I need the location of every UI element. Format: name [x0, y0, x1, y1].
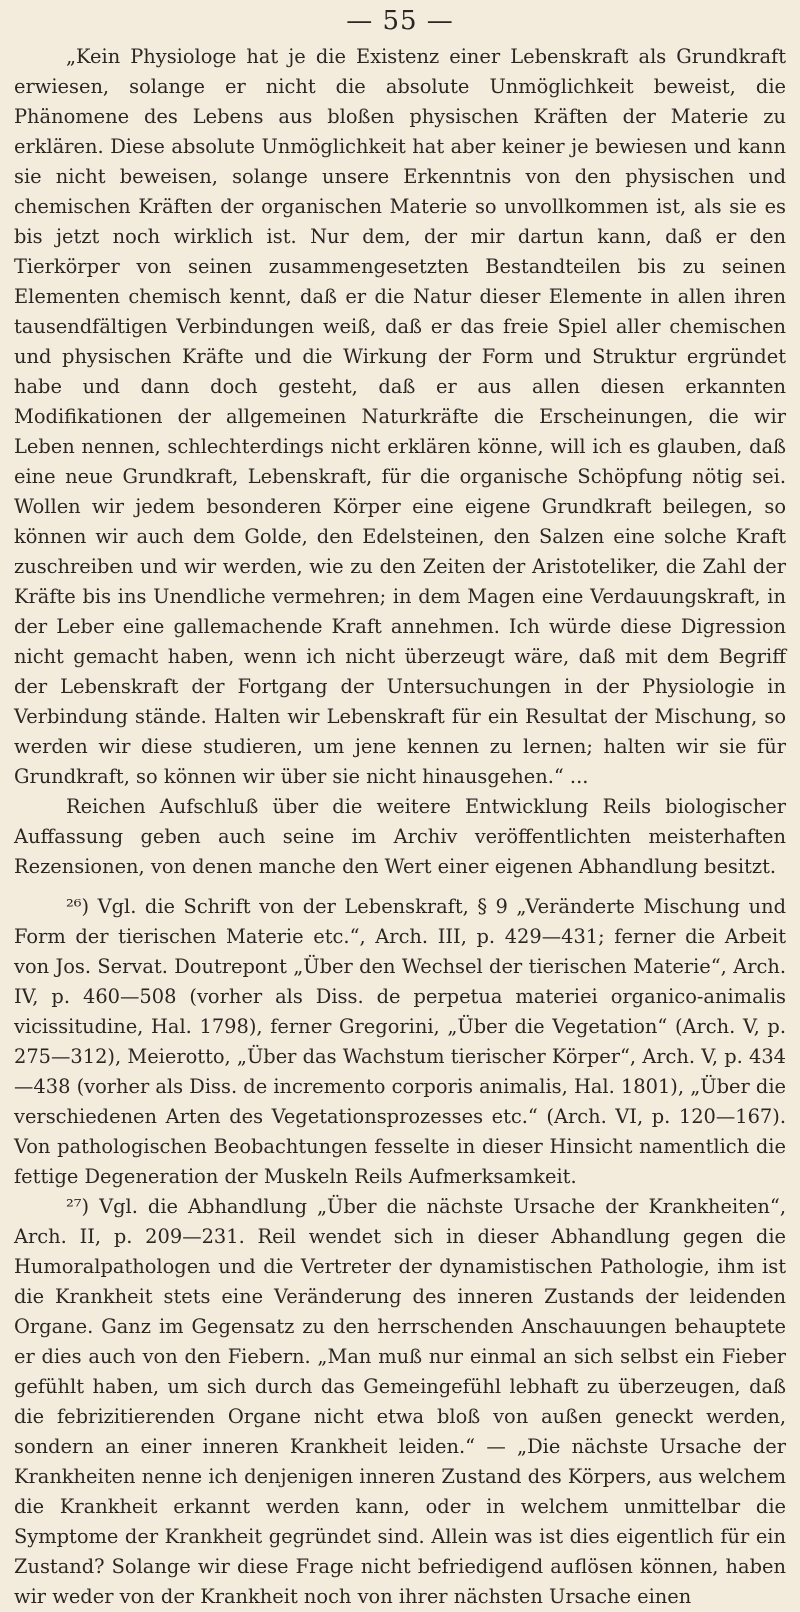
footnote-26: ²⁶) Vgl. die Schrift von der Lebenskraft, § 9 „Veränderte Mischung und Form der tierischen Materie etc.“, Arch. III, p. 429—431; ferner die Arbeit von Jos. Servat. Doutrepont „Über den Wechsel der tierischen Materie“, Arch. IV, p. 460—508 (vorher als Diss. de perpetua materiei organico-animalis vicissitudine, Hal. 1798), ferner Gregorini, „Über die Vegetation“ (Arch. V, p. 275—312), Meierotto, „Über das Wachstum tierischer Körper“, Arch. V, p. 434—438 (vorher als Diss. de incremento corporis animalis, Hal. 1801), „Über die verschiedenen Arten des Vegetationsprozesses etc.“ (Arch. VI, p. 120—167). Von pathologischen Beobachtungen fesselte in dieser Hinsicht namentlich die fettige Degeneration der Muskeln Reils Aufmerksamkeit. — [14, 895, 786, 1188]
document-body — [14, 42, 786, 1612]
footnote-27: ²⁷) Vgl. die Abhandlung „Über die nächste Ursache der Krankheiten“, Arch. II, p. 209—231. Reil wendet sich in dieser Abhandlung gegen die Humoralpathologen und die Vertreter der dynamistischen Pathologie, ihm ist die Krankheit stets eine Veränderung des inneren Zustands der leidenden Organe. Ganz im Gegensatz zu den herrschenden Anschauungen behauptete er dies auch von den Fiebern. „Man muß nur einmal an sich selbst ein Fieber gefühlt haben, um sich durch das Gemeingefühl lebhaft zu überzeugen, daß die febrizitierenden Organe nicht etwa bloß von außen geneckt werden, sondern an einer inneren Krankheit leiden.“ — „Die nächste Ursache der Krankheiten nenne ich denjenigen inneren Zustand des Körpers, aus welchem die Krankheit erkannt werden kann, oder in welchem unmittelbar die Symptome der Krankheit gegründet sind. Allein was ist dies eigentlich für ein Zustand? Solange wir diese Frage nicht befriedigend auflösen können, haben wir weder von der Krankheit noch von ihrer nächsten Ursache einen — [14, 1195, 786, 1608]
paragraph-gap — [14, 882, 786, 892]
quotation-paragraph: „Kein Physiologe hat je die Existenz einer Lebenskraft als Grundkraft erwiesen, solange er nicht die absolute Unmöglichkeit beweist, die Phänomene des Lebens aus bloßen physischen Kräften der Materie zu erklären. Diese absolute Unmöglichkeit hat aber keiner je bewiesen und kann sie nicht beweisen, solange unsere Erkenntnis von den physischen und chemischen Kräften der organischen Materie so unvollkommen ist, als sie es bis jetzt noch wirklich ist. Nur dem, der mir dartun kann, daß er den Tierkörper von seinen zusammengesetzten Bestandteilen bis zu seinen Elementen chemisch kennt, daß er die Natur dieser Elemente in allen ihren tausendfältigen Verbindungen weiß, daß er das freie Spiel aller chemischen und physischen Kräfte und die Wirkung der Form und Struktur ergründet habe und dann doch gesteht, daß er aus allen diesen erkannten Modifikationen der allgemeinen Naturkräfte die Erscheinungen, die wir Leben nennen, schlechterdings nicht erklären könne, will ich es glauben, daß eine neue Grundkraft, Lebenskraft, für die organische Schöpfung nötig sei. Wollen wir jedem besonderen Körper eine eigene Grundkraft beilegen, so können wir auch dem Golde, den Edelsteinen, den Salzen eine solche Kraft zuschreiben und wir werden, wie zu den Zeiten der Aristoteliker, die Zahl der Kräfte bis ins Unendliche vermehren; in dem Magen eine Verdauungskraft, in der Leber eine gallemachende Kraft annehmen. Ich würde diese Digression nicht gemacht haben, wenn ich nicht überzeugt wäre, daß mit dem Begriff der Lebenskraft der Fortgang der Untersuchungen in der Physiologie in Verbindung stände. Halten wir Lebenskraft für ein Resultat der Mischung, so werden wir diese studieren, um jene kennen zu lernen; halten wir sie für Grundkraft, so können wir über sie nicht hinausgehen.“ ... — [14, 45, 786, 788]
body-paragraph: Reichen Aufschluß über die weitere Entwicklung Reils biologischer Auffassung geben auch seine im Archiv veröffentlichten meisterhaften Rezensionen, von denen manche den Wert einer eigenen Abhandlung besitzt. — [14, 795, 786, 878]
page-number-header: — 55 — — [346, 6, 454, 36]
